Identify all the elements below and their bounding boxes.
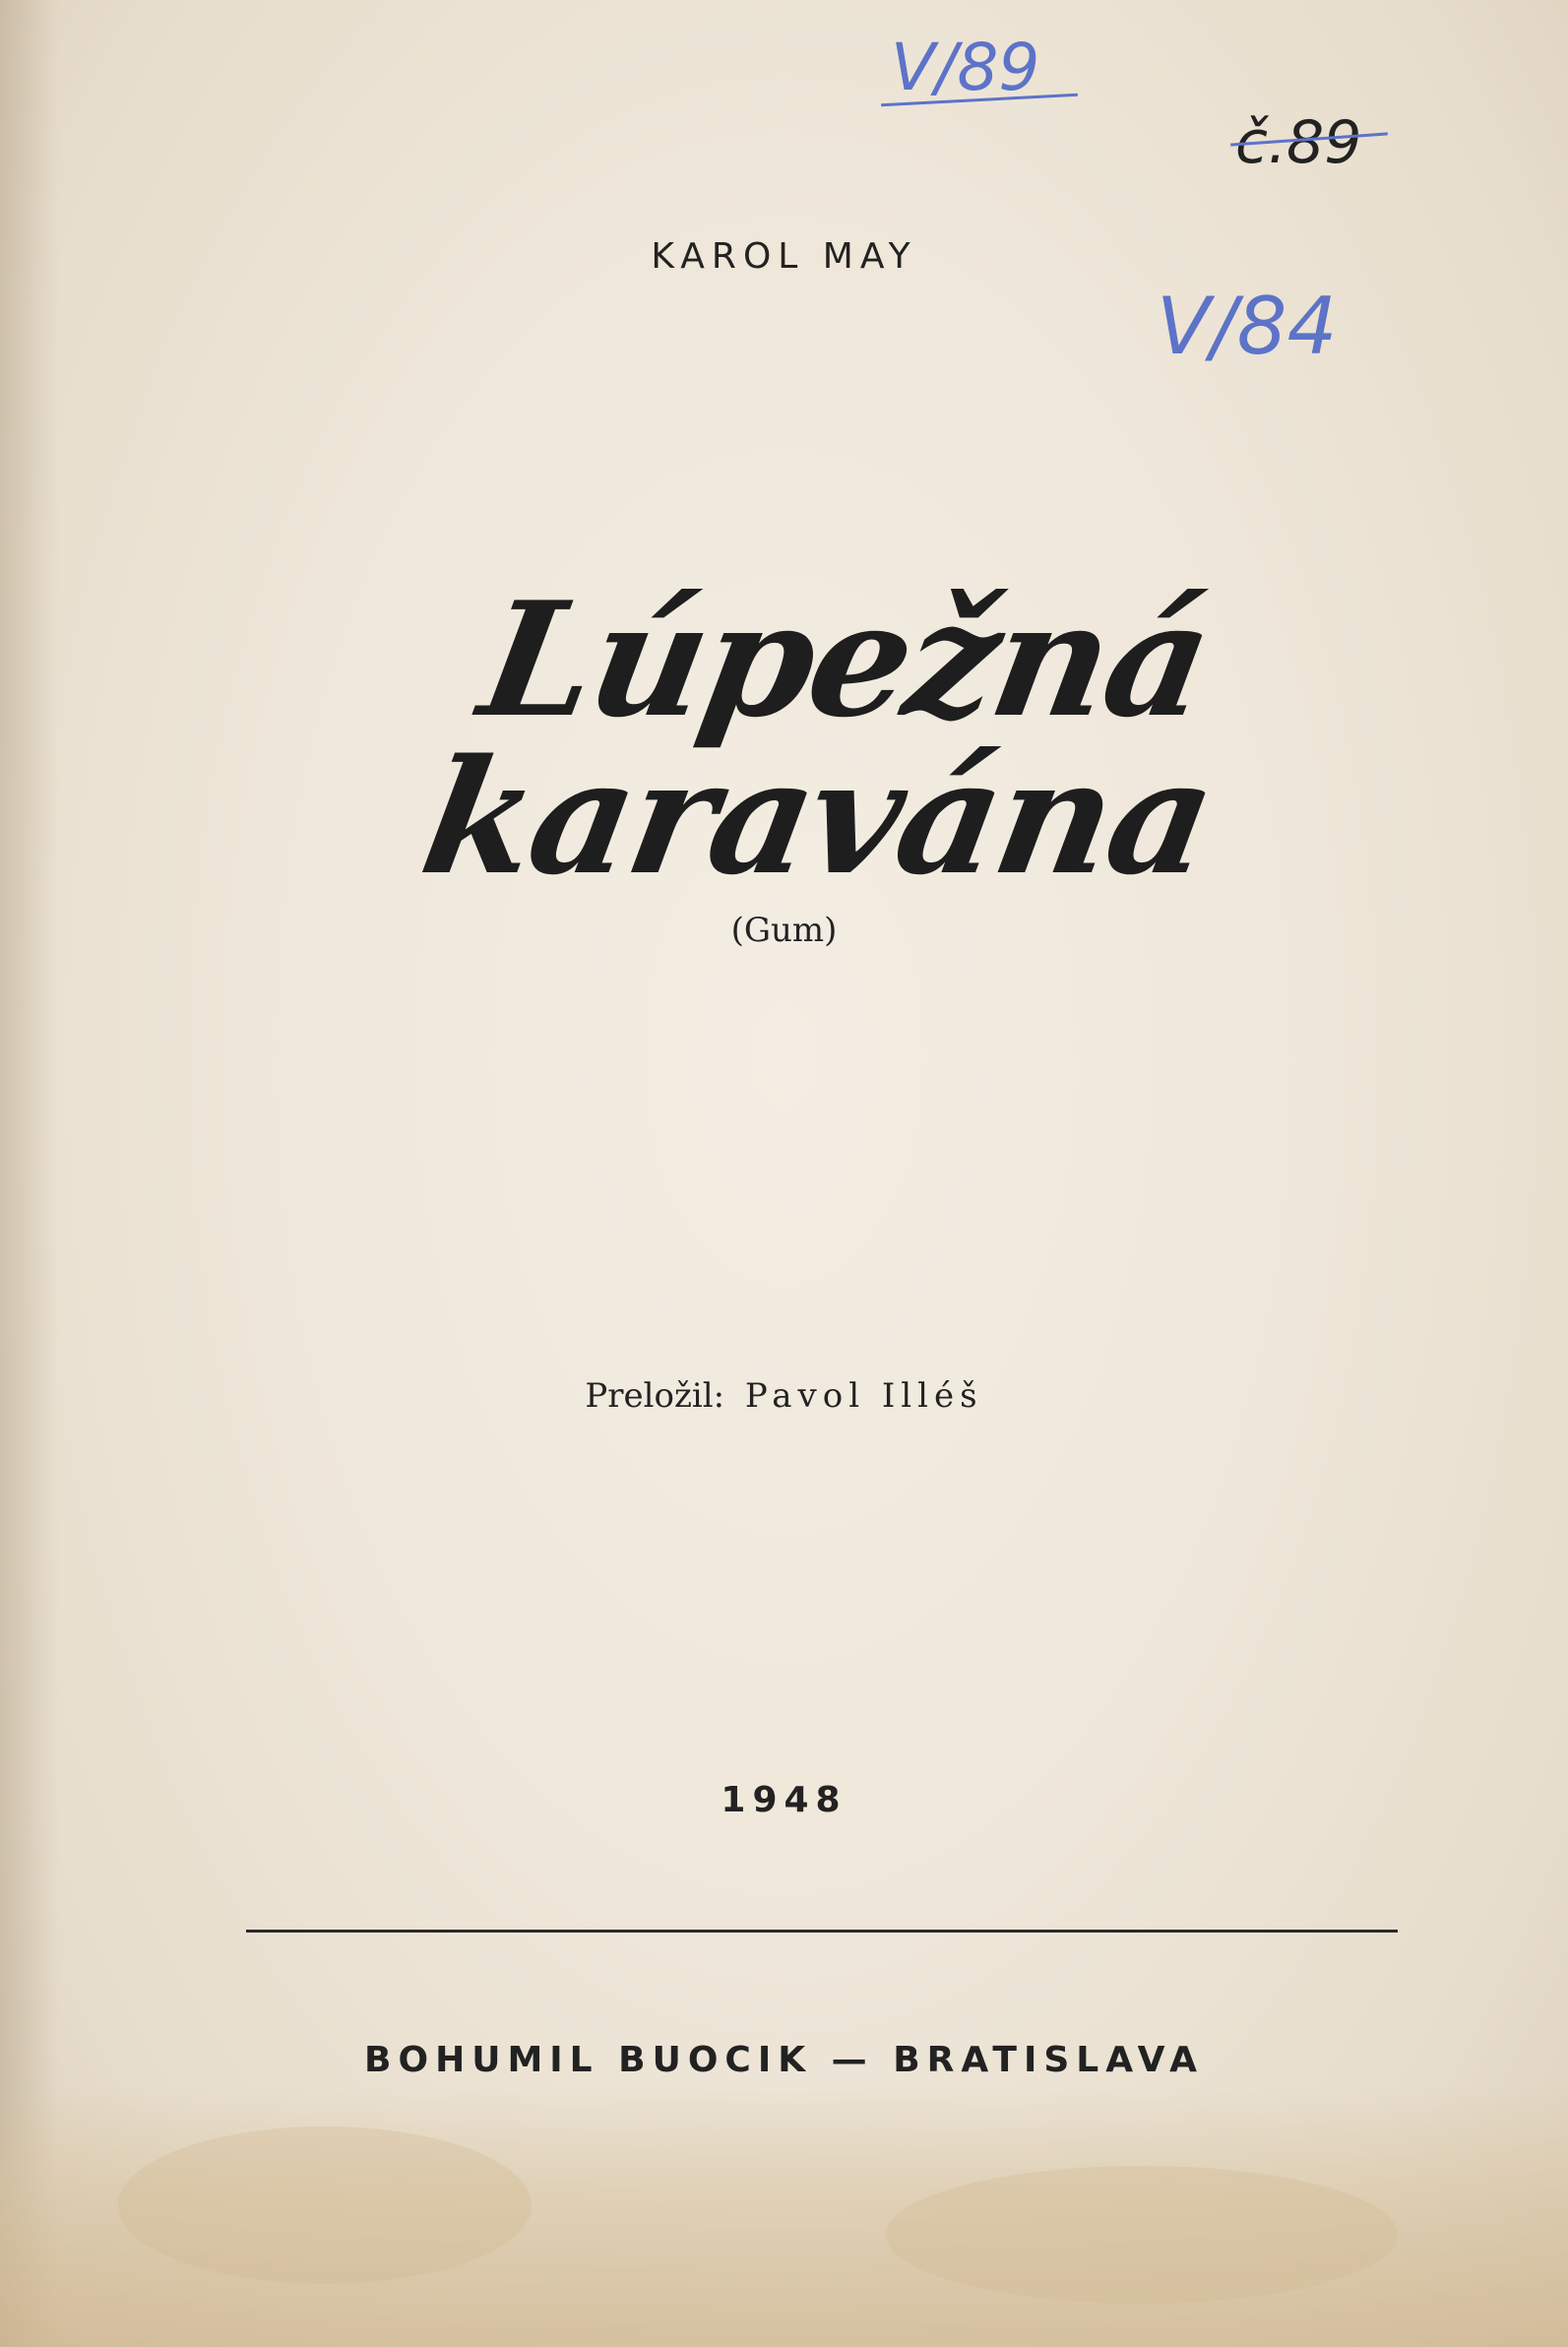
book-title: Lúpežná karavána xyxy=(409,567,1226,910)
subtitle: (Gum) xyxy=(730,911,838,950)
handwritten-note-top: V/89 xyxy=(891,30,1040,105)
author: KAROL MAY xyxy=(651,236,917,277)
translator-line xyxy=(0,1376,1568,1416)
stain-blob xyxy=(886,2166,1398,2304)
handwritten-note-side: V/84 xyxy=(1157,281,1338,372)
stain-blob xyxy=(118,2126,532,2284)
publisher: BOHUMIL BUOCIK — BRATISLAVA xyxy=(364,2040,1204,2080)
publication-year: 1948 xyxy=(721,1780,847,1820)
divider-rule xyxy=(246,1930,1398,1933)
page-edge-shadow xyxy=(0,0,59,2347)
handwritten-note-number: č.89 xyxy=(1235,108,1362,177)
translator-name: Pavol Illéš xyxy=(744,1376,983,1416)
translator-label: Preložil: xyxy=(585,1376,725,1416)
